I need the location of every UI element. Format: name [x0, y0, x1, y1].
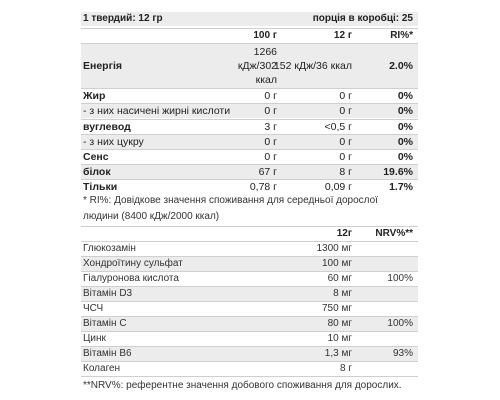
- ingredient-row: [81, 316, 418, 331]
- ingredient-name: Хондроїтину сульфат: [83, 258, 183, 269]
- ingredient-amount: 8 мг: [333, 288, 352, 299]
- nutrition-row: [81, 119, 418, 134]
- nutrient-ri: 0%: [397, 151, 413, 163]
- nutrient-label: Жир: [83, 90, 106, 102]
- nutrition-row: [81, 103, 418, 118]
- nutrient-per100: 0,78 г: [249, 181, 277, 193]
- ri-note-line2: людини (8400 кДж/2000 ккал): [83, 211, 220, 222]
- energy-row: [81, 43, 418, 89]
- nutrient-per100: 0 г: [264, 136, 277, 148]
- energy-per100-line2: кДж/302: [237, 60, 277, 72]
- col-per12: 12 г: [333, 30, 352, 41]
- nutrient-per12: 0 г: [339, 151, 352, 163]
- ingredient-nrv: 93%: [392, 348, 413, 359]
- nutrient-label: - з них насичені жирні кислоти: [83, 105, 231, 117]
- nutrient-ri: 0%: [397, 105, 413, 117]
- nutrition-row: [81, 164, 418, 179]
- nutrient-ri: 19.6%: [383, 166, 413, 178]
- ingredient-amount: 1,3 мг: [324, 348, 352, 359]
- ingredient-row: [81, 256, 418, 271]
- ingredient-row: [81, 361, 418, 376]
- ri-note: [81, 193, 418, 225]
- nrv-note: [81, 376, 418, 393]
- nutrient-per12: 0 г: [339, 105, 352, 117]
- nutrient-per12: <0,5 г: [324, 121, 352, 133]
- ingredient-amount: 10 мг: [327, 333, 352, 344]
- nutrient-label: білок: [83, 166, 111, 178]
- ingredient-row: [81, 346, 418, 361]
- nutrient-per100: 0 г: [264, 105, 277, 117]
- ingredient-name: Вітамін B6: [83, 348, 132, 359]
- ingredient-name: Вітамін С: [83, 318, 127, 329]
- ingredient-amount: 1300 мг: [316, 243, 352, 254]
- nutrient-per12: 0 г: [339, 90, 352, 102]
- ingredient-row: [81, 301, 418, 316]
- energy-per12: 152 кДж/36 ккал: [273, 60, 352, 72]
- energy-label: Енергія: [83, 60, 123, 72]
- ingredient-amount: 8 г: [340, 363, 352, 374]
- ingredient-amount: 100 мг: [322, 258, 352, 269]
- nutrient-per100: 67 г: [258, 166, 277, 178]
- ingredient-name: Гіалуронова кислота: [83, 273, 179, 284]
- nutrient-ri: 0%: [397, 90, 413, 102]
- nutrient-per100: 0 г: [264, 90, 277, 102]
- nutrient-label: - з них цукру: [83, 136, 144, 148]
- serving-header: [81, 12, 418, 26]
- ingredient-row: [81, 331, 418, 346]
- ingredient-name: Глюкозамін: [83, 243, 136, 254]
- ingredient-nrv: 100%: [387, 318, 413, 329]
- servings-per-box: порція в коробці: 25: [312, 13, 413, 24]
- energy-per100-line1: 1266: [253, 46, 277, 58]
- col-per100: 100 г: [253, 30, 277, 41]
- ingredient-amount: 60 мг: [327, 273, 352, 284]
- nutrition-row: [81, 88, 418, 103]
- nutrition-row: [81, 149, 418, 164]
- nutrient-label: Сенс: [83, 151, 109, 163]
- ingredient-amount: 750 мг: [322, 303, 352, 314]
- nutrient-ri: 0%: [397, 136, 413, 148]
- nrv-note-text: **NRV%: референтне значення добового споживання для дорослих.: [83, 380, 402, 391]
- ingredient-row: [81, 241, 418, 256]
- nutrient-label: вуглевод: [83, 121, 131, 133]
- nutrition-row: [81, 179, 418, 194]
- ingredient-name: Колаген: [83, 363, 121, 374]
- ingredient-name: ЧСЧ: [83, 303, 104, 314]
- col-ri: RI%*: [390, 30, 413, 41]
- serving-size: 1 твердий: 12 гр: [83, 13, 163, 24]
- nutrition-row: [81, 134, 418, 149]
- energy-ri: 2.0%: [389, 60, 413, 72]
- nutrient-per100: 0 г: [264, 151, 277, 163]
- nutrient-ri: 1.7%: [389, 181, 413, 193]
- ingredient-row: [81, 271, 418, 286]
- ingredients-column-headers: [81, 226, 418, 241]
- nutrient-label: Тільки: [83, 181, 118, 193]
- col-12g: 12г: [336, 228, 352, 239]
- nutrient-per12: 0,09 г: [324, 181, 352, 193]
- nutrition-column-headers: [81, 28, 418, 43]
- nutrient-per12: 8 г: [339, 166, 352, 178]
- ri-note-line1: * RI%: Довідкове значення споживання для середньої дорослої: [83, 195, 378, 206]
- ingredient-nrv: 100%: [387, 273, 413, 284]
- nutrient-ri: 0%: [397, 121, 413, 133]
- nutrient-per100: 3 г: [264, 121, 277, 133]
- nutrient-per12: 0 г: [339, 136, 352, 148]
- ingredient-name: Цинк: [83, 333, 106, 344]
- supplement-facts-table: [81, 0, 418, 400]
- ingredient-row: [81, 286, 418, 301]
- ingredient-amount: 80 мг: [327, 318, 352, 329]
- ingredient-name: Вітамін D3: [83, 288, 133, 299]
- col-nrv: NRV%**: [375, 228, 413, 239]
- energy-per100-line3: ккал: [255, 74, 277, 86]
